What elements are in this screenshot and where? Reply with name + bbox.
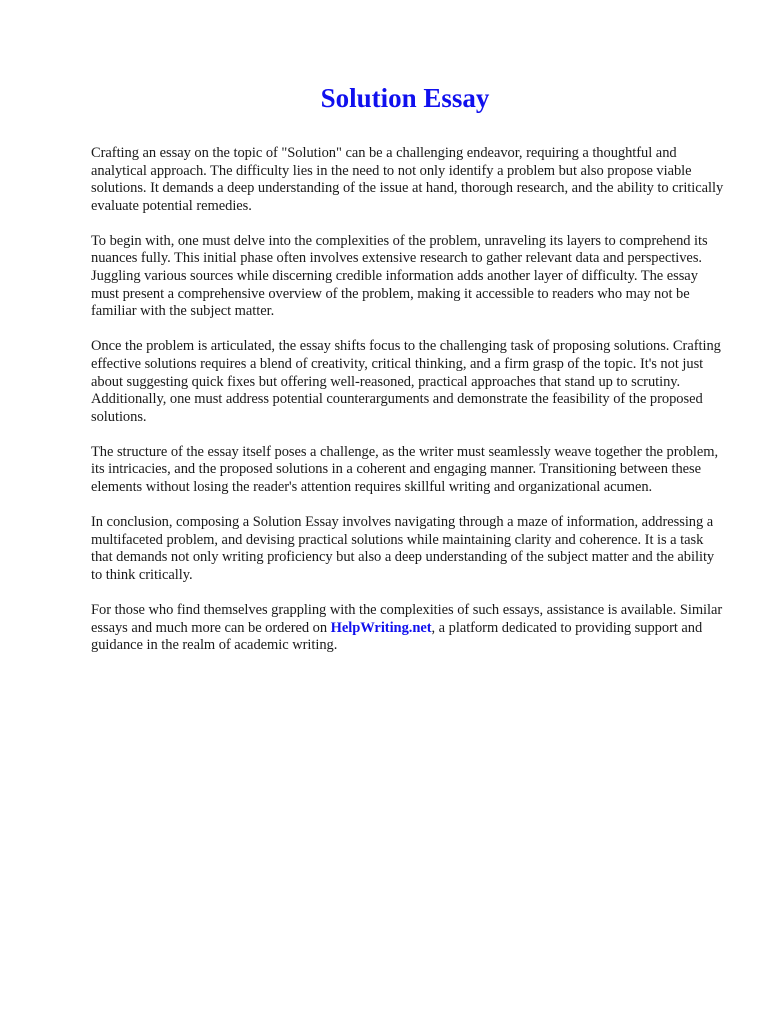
helpwriting-link[interactable]: HelpWriting.net <box>330 619 432 636</box>
page-title: Solution Essay <box>320 83 490 113</box>
paragraph-6-text-before: For those who find themselves grappling with the complexities of such essays, assistance is available. Similar essays and much more can be ordered on <box>91 601 723 636</box>
paragraph-2: To begin with, one must delve into the complexities of the problem, unraveling its layers to comprehend its nuances fully. This initial phase often involves extensive research to gather relevant data and perspectives. Juggling various sources while discerning credible information adds another layer of difficulty. The essay must present a comprehensive overview of the problem, making it accessible to readers who may not be familiar with the subject matter. <box>91 232 708 320</box>
paragraph-5: In conclusion, composing a Solution Essay involves navigating through a maze of information, addressing a multifaceted problem, and devising practical solutions while maintaining clarity and coherence. It is a task that demands not only writing proficiency but also a deep understanding of the subject matter and the ability to think critically. <box>91 514 715 583</box>
paragraph-6 <box>91 602 727 655</box>
paragraph-6-text-after: , a platform dedicated to providing support and guidance in the realm of academic writing. <box>91 619 703 654</box>
essay-body <box>91 145 727 672</box>
paragraph-1: Crafting an essay on the topic of "Solution" can be a challenging endeavor, requiring a thoughtful and analytical approach. The difficulty lies in the need to not only identify a problem but also propose viable solutions. It demands a deep understanding of the issue at hand, thorough research, and the ability to critically evaluate potential remedies. <box>91 145 724 214</box>
paragraph-4: The structure of the essay itself poses a challenge, as the writer must seamlessly weave together the problem, its intricacies, and the proposed solutions in a coherent and engaging manner. Transitioning between these elements without losing the reader's attention requires skillful writing and organizational acumen. <box>91 443 719 495</box>
paragraph-3: Once the problem is articulated, the essay shifts focus to the challenging task of proposing solutions. Crafting effective solutions requires a blend of creativity, critical thinking, and a firm grasp of the topic. It's not just about suggesting quick fixes but offering well-reasoned, practical approaches that stand up to scrutiny. Additionally, one must address potential counterarguments and demonstrate the feasibility of the proposed solutions. <box>91 338 721 425</box>
